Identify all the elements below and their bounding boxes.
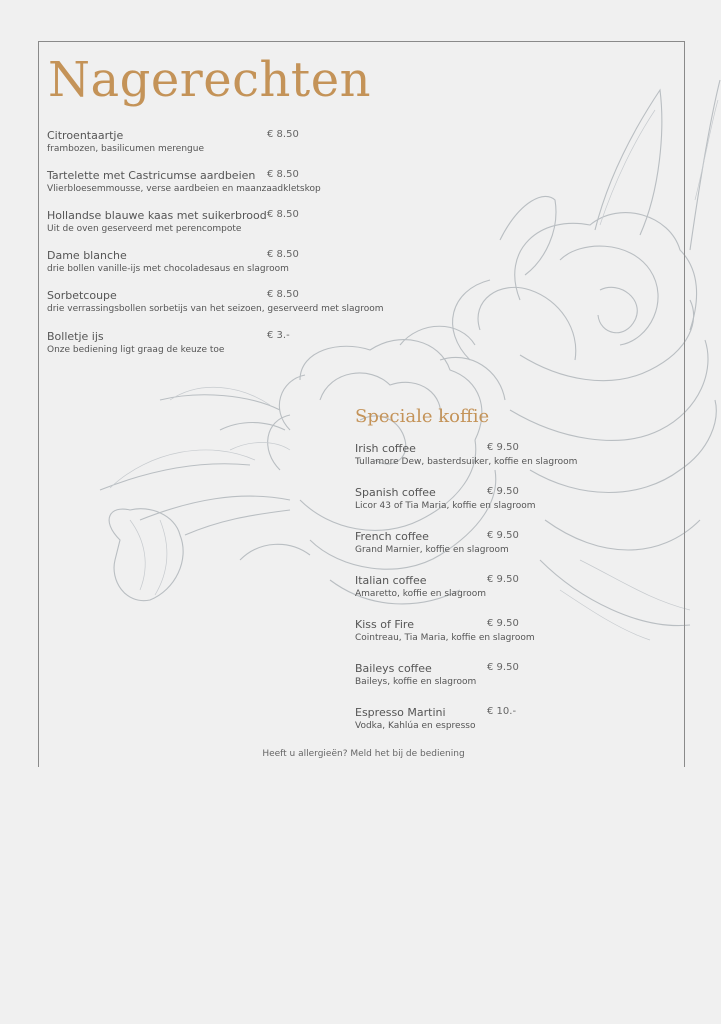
item-price: € 9.50 <box>487 442 519 453</box>
item-price: € 8.50 <box>267 209 299 220</box>
item-description: Tullamore Dew, basterdsuiker, koffie en slagroom <box>355 457 578 467</box>
item-description: Vlierbloesemmousse, verse aardbeien en maanzaadkletskop <box>47 184 321 194</box>
item-description: Licor 43 of Tia Maria, koffie en slagroom <box>355 501 536 511</box>
item-price: € 9.50 <box>487 574 519 585</box>
item-description: drie verrassingsbollen sorbetijs van het seizoen, geserveerd met slagroom <box>47 304 384 314</box>
item-price: € 8.50 <box>267 249 299 260</box>
item-name: Espresso Martini <box>355 706 446 719</box>
item-name: Bolletje ijs <box>47 330 104 343</box>
item-price: € 9.50 <box>487 486 519 497</box>
item-name: Italian coffee <box>355 574 427 587</box>
item-name: French coffee <box>355 530 429 543</box>
item-price: € 9.50 <box>487 662 519 673</box>
section-title-coffee: Speciale koffie <box>355 406 490 427</box>
item-price: € 8.50 <box>267 129 299 140</box>
item-description: Cointreau, Tia Maria, koffie en slagroom <box>355 633 535 643</box>
item-description: Baileys, koffie en slagroom <box>355 677 477 687</box>
item-price: € 8.50 <box>267 289 299 300</box>
item-price: € 9.50 <box>487 530 519 541</box>
allergy-note <box>0 749 721 759</box>
item-name: Tartelette met Castricumse aardbeien <box>47 169 256 182</box>
item-price: € 3.- <box>267 330 290 341</box>
item-name: Spanish coffee <box>355 486 436 499</box>
item-description: Amaretto, koffie en slagroom <box>355 589 487 599</box>
item-description: Grand Marnier, koffie en slagroom <box>355 545 509 555</box>
item-name: Sorbetcoupe <box>47 289 117 302</box>
page-title: Nagerechten <box>48 52 372 108</box>
item-name: Dame blanche <box>47 249 127 262</box>
item-price: € 10.- <box>487 706 517 717</box>
item-description: Vodka, Kahlúa en espresso <box>355 721 476 731</box>
allergy-note-text: Heeft u allergieën? Meld het bij de bediening <box>262 749 465 759</box>
item-name: Hollandse blauwe kaas met suikerbrood <box>47 209 267 222</box>
item-name: Kiss of Fire <box>355 618 414 631</box>
item-description: Onze bediening ligt graag de keuze toe <box>47 345 225 355</box>
item-price: € 9.50 <box>487 618 519 629</box>
item-description: Uit de oven geserveerd met perencompote <box>47 224 242 234</box>
item-name: Irish coffee <box>355 442 416 455</box>
item-name: Citroentaartje <box>47 129 124 142</box>
item-description: drie bollen vanille-ijs met chocoladesaus en slagroom <box>47 264 289 274</box>
item-name: Baileys coffee <box>355 662 432 675</box>
item-price: € 8.50 <box>267 169 299 180</box>
item-description: frambozen, basilicumen merengue <box>47 144 204 154</box>
